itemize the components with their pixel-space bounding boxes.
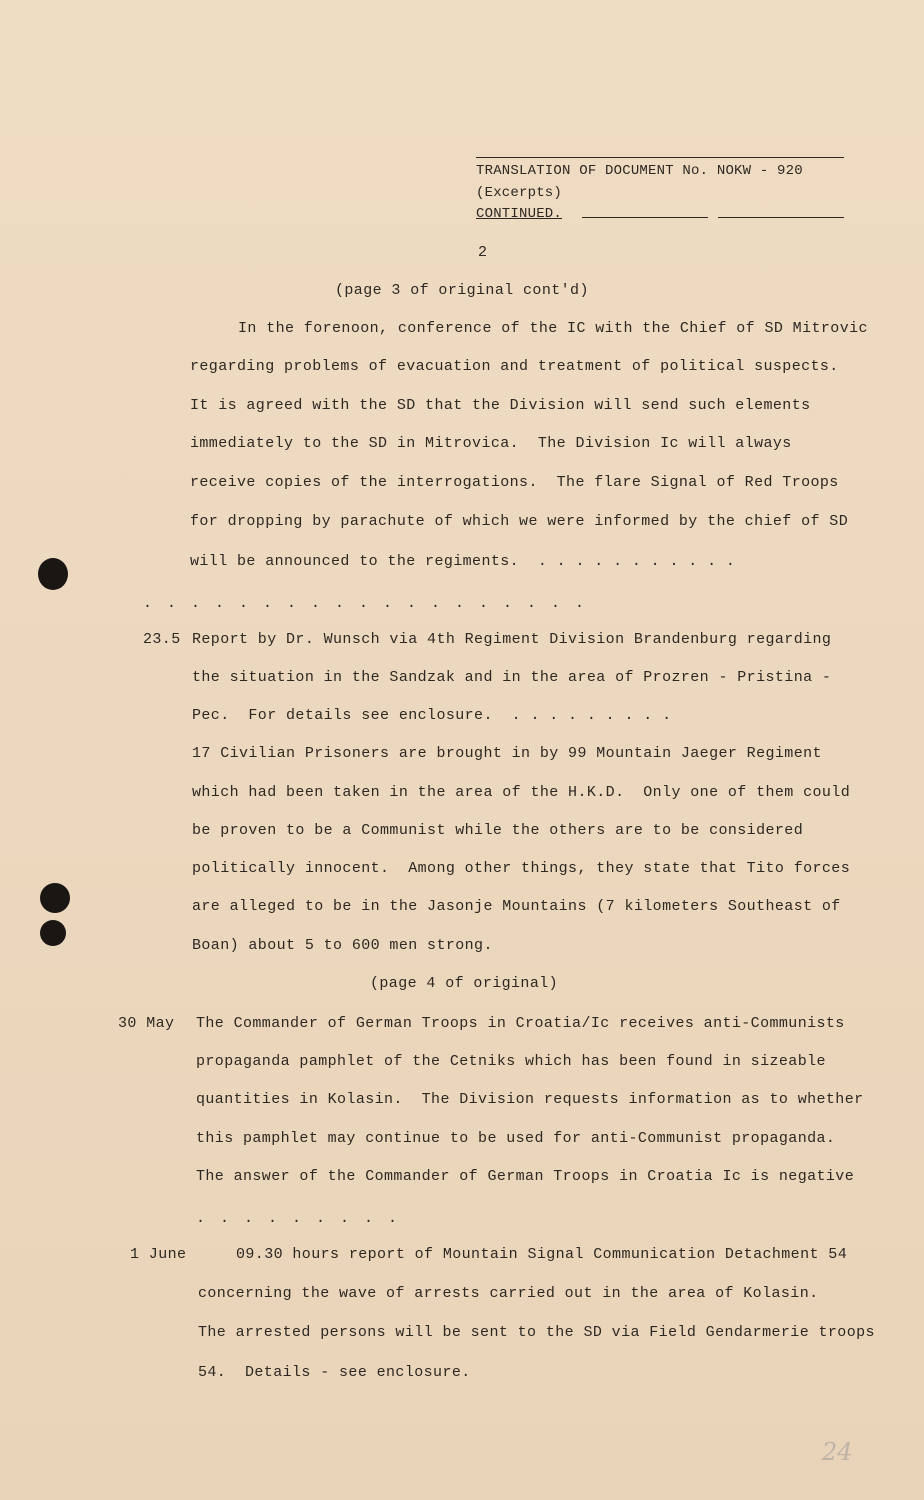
page4-note: (page 4 of original) xyxy=(370,975,559,992)
para1-line: for dropping by parachute of which we were informed by the chief of SD xyxy=(190,513,849,530)
header-rule-right xyxy=(718,217,844,218)
entry-1-june-line: concerning the wave of arrests carried out in the area of Kolasin. xyxy=(198,1285,819,1302)
entry-30-may-line: this pamphlet may continue to be used for anti-Communist propaganda. xyxy=(196,1130,836,1147)
entry-1-june-line: 09.30 hours report of Mountain Signal Communication Detachment 54 xyxy=(236,1246,848,1263)
header-rule-top xyxy=(476,157,844,158)
header-rule-mid xyxy=(582,217,708,218)
entry-23-5-line: Pec. For details see enclosure. . . . . . . . . . xyxy=(192,707,672,724)
para1-line: will be announced to the regiments. . . . . . . . . . . . xyxy=(190,553,736,570)
entry-30-may-line: The answer of the Commander of German Troops in Croatia Ic is negative xyxy=(196,1168,855,1185)
entry-23-5-line: which had been taken in the area of the H.K.D. Only one of them could xyxy=(192,784,851,801)
entry-date-30-may: 30 May xyxy=(118,1015,175,1032)
entry-23-5-line: politically innocent. Among other things, they state that Tito forces xyxy=(192,860,851,877)
entry-date-23-5: 23.5 xyxy=(143,631,181,648)
para1-line: In the forenoon, conference of the IC with the Chief of SD Mitrovic xyxy=(238,320,868,337)
entry-23-5-line: Boan) about 5 to 600 men strong. xyxy=(192,937,493,954)
entry-30-may-line: The Commander of German Troops in Croatia/Ic receives anti-Communists xyxy=(196,1015,845,1032)
entry-23-5-line: Report by Dr. Wunsch via 4th Regiment Division Brandenburg regarding xyxy=(192,631,832,648)
handwritten-page-mark: 24 xyxy=(822,1438,853,1466)
entry-date-1-june: 1 June xyxy=(130,1246,187,1263)
entry-30-may-line: propaganda pamphlet of the Cetniks which has been found in sizeable xyxy=(196,1053,826,1070)
entry-1-june-line: The arrested persons will be sent to the SD via Field Gendarmerie troops xyxy=(198,1324,875,1341)
doc-continued: CONTINUED. xyxy=(476,206,563,222)
page3-note: (page 3 of original cont'd) xyxy=(335,282,589,299)
entry-30-may-line: quantities in Kolasin. The Division requests information as to whether xyxy=(196,1091,864,1108)
entry-30-may-dots: . . . . . . . . . xyxy=(196,1210,401,1227)
punch-hole-bottom xyxy=(40,920,66,946)
ellipsis-row: . . . . . . . . . . . . . . . . . . . xyxy=(143,595,588,612)
entry-23-5-line: 17 Civilian Prisoners are brought in by 99 Mountain Jaeger Regiment xyxy=(192,745,822,762)
entry-1-june-line: 54. Details - see enclosure. xyxy=(198,1364,471,1381)
para1-line: immediately to the SD in Mitrovica. The Division Ic will always xyxy=(190,435,792,452)
entry-23-5-line: be proven to be a Communist while the others are to be considered xyxy=(192,822,804,839)
doc-title: TRANSLATION OF DOCUMENT No. NOKW - 920 xyxy=(476,163,803,179)
para1-line: It is agreed with the SD that the Division will send such elements xyxy=(190,397,811,414)
page-number: 2 xyxy=(478,244,488,261)
punch-hole-top xyxy=(38,558,68,590)
para1-line: regarding problems of evacuation and treatment of political suspects. xyxy=(190,358,839,375)
entry-23-5-line: are alleged to be in the Jasonje Mountains (7 kilometers Southeast of xyxy=(192,898,841,915)
doc-subtitle: (Excerpts) xyxy=(476,185,563,201)
entry-23-5-line: the situation in the Sandzak and in the area of Prozren - Pristina - xyxy=(192,669,832,686)
para1-line: receive copies of the interrogations. The flare Signal of Red Troops xyxy=(190,474,839,491)
punch-hole-middle xyxy=(40,883,70,913)
